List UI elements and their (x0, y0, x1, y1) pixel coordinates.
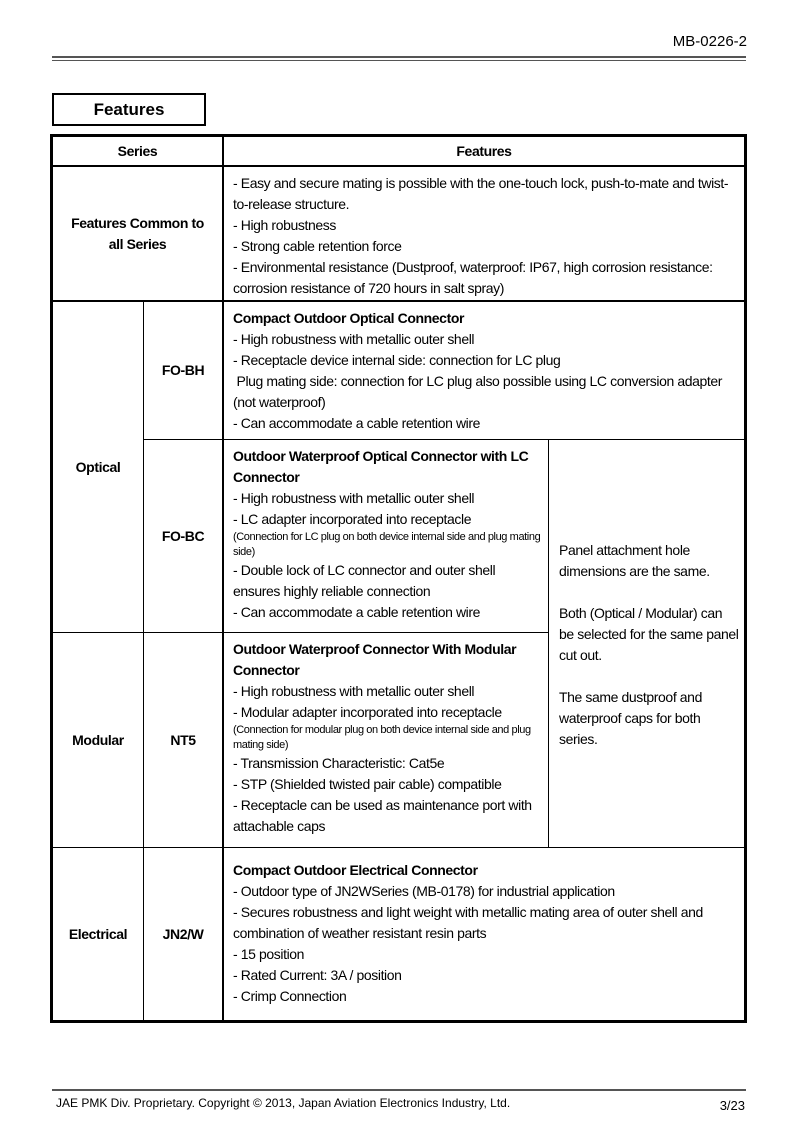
nt5-feature-line: - High robustness with metallic outer shell (233, 683, 475, 699)
fobh-features (233, 308, 741, 434)
nt5-title: Outdoor Waterproof Connector With Modular Connector (233, 641, 517, 678)
nt5-feature-line: - Transmission Characteristic: Cat5e (233, 755, 445, 771)
footer-rule (52, 1089, 746, 1091)
optical-label: Optical (75, 458, 121, 475)
fobh-feature-line: - Can accommodate a cable retention wire (233, 415, 481, 431)
side-note-caps: The same dustproof and waterproof caps for both series. (559, 689, 702, 747)
table-border-right (744, 134, 747, 1023)
common-feature-line: - Environmental resistance (Dustproof, waterproof: IP67, high corrosion resistance: corrosion resistance of 720 hours in salt spray) (233, 259, 713, 296)
side-note (559, 540, 739, 750)
fobc-feature-line: - High robustness with metallic outer shell (233, 490, 475, 506)
jn2w-features (233, 860, 741, 1007)
table-divider-main (222, 134, 224, 1023)
jn2w-feature-line: - 15 position (233, 946, 305, 962)
nt5-feature-line: - Modular adapter incorporated into receptacle (233, 704, 502, 720)
modular-label: Modular (72, 731, 124, 748)
footer-copyright: JAE PMK Div. Proprietary. Copyright © 2013, Japan Aviation Electronics Industry, Ltd. (56, 1096, 511, 1110)
header-rule-thin (52, 60, 746, 61)
side-note-panel: Panel attachment hole dimensions are the same. (559, 542, 710, 579)
header-features: Features (456, 143, 512, 159)
row-line-fobh (143, 439, 747, 440)
fobh-feature-line: - High robustness with metallic outer shell (233, 331, 475, 347)
jn2w-code: JN2/W (162, 925, 204, 942)
header-rule (52, 56, 746, 58)
common-feature-line: - High robustness (233, 217, 336, 233)
fobc-feature-line: - Double lock of LC connector and outer shell ensures highly reliable connection (233, 562, 496, 599)
fobc-features (233, 446, 545, 623)
jn2w-feature-line: - Crimp Connection (233, 988, 347, 1004)
nt5-feature-line: - STP (Shielded twisted pair cable) compatible (233, 776, 502, 792)
jn2w-feature-line: - Secures robustness and light weight with metallic mating area of outer shell and combination of weather resistant resin parts (233, 904, 703, 941)
common-features (233, 173, 741, 299)
section-title: Features (52, 93, 206, 126)
document-id: MB-0226-2 (672, 33, 747, 50)
jn2w-feature-line: - Outdoor type of JN2WSeries (MB-0178) for industrial application (233, 883, 615, 899)
electrical-label: Electrical (68, 925, 128, 942)
fobc-note: (Connection for LC plug on both device internal side and plug mating side) (233, 531, 541, 558)
fobc-feature-line: - Can accommodate a cable retention wire (233, 604, 481, 620)
fobc-code: FO-BC (161, 527, 205, 544)
common-label: Features Common to all Series (71, 214, 204, 252)
common-feature-line: - Strong cable retention force (233, 238, 402, 254)
nt5-note: (Connection for modular plug on both device internal side and plug mating side) (233, 724, 531, 751)
page-number: 3/23 (719, 1098, 745, 1113)
nt5-features (233, 639, 545, 837)
header-series: Series (117, 143, 158, 159)
common-feature-line: - Easy and secure mating is possible with the one-touch lock, push-to-mate and twist-to-release structure. (233, 175, 729, 212)
fobc-title: Outdoor Waterproof Optical Connector with LC Connector (233, 448, 529, 485)
fobh-title: Compact Outdoor Optical Connector (233, 310, 465, 326)
fobh-feature-line: Plug mating side: connection for LC plug also possible using LC conversion adapter (not waterproof) (233, 373, 726, 410)
side-note-selection: Both (Optical / Modular) can be selected for the same panel cut out. (559, 605, 739, 663)
jn2w-feature-line: - Rated Current: 3A / position (233, 967, 402, 983)
fobh-feature-line: - Receptacle device internal side: connection for LC plug (233, 352, 561, 368)
table-divider-note (548, 439, 549, 848)
fobc-feature-line: - LC adapter incorporated into receptacle (233, 511, 472, 527)
fobh-code: FO-BH (161, 362, 205, 378)
nt5-feature-line: - Receptacle can be used as maintenance port with attachable caps (233, 797, 532, 834)
table-border-bottom (50, 1020, 747, 1023)
nt5-code: NT5 (170, 731, 196, 748)
jn2w-title: Compact Outdoor Electrical Connector (233, 862, 478, 878)
